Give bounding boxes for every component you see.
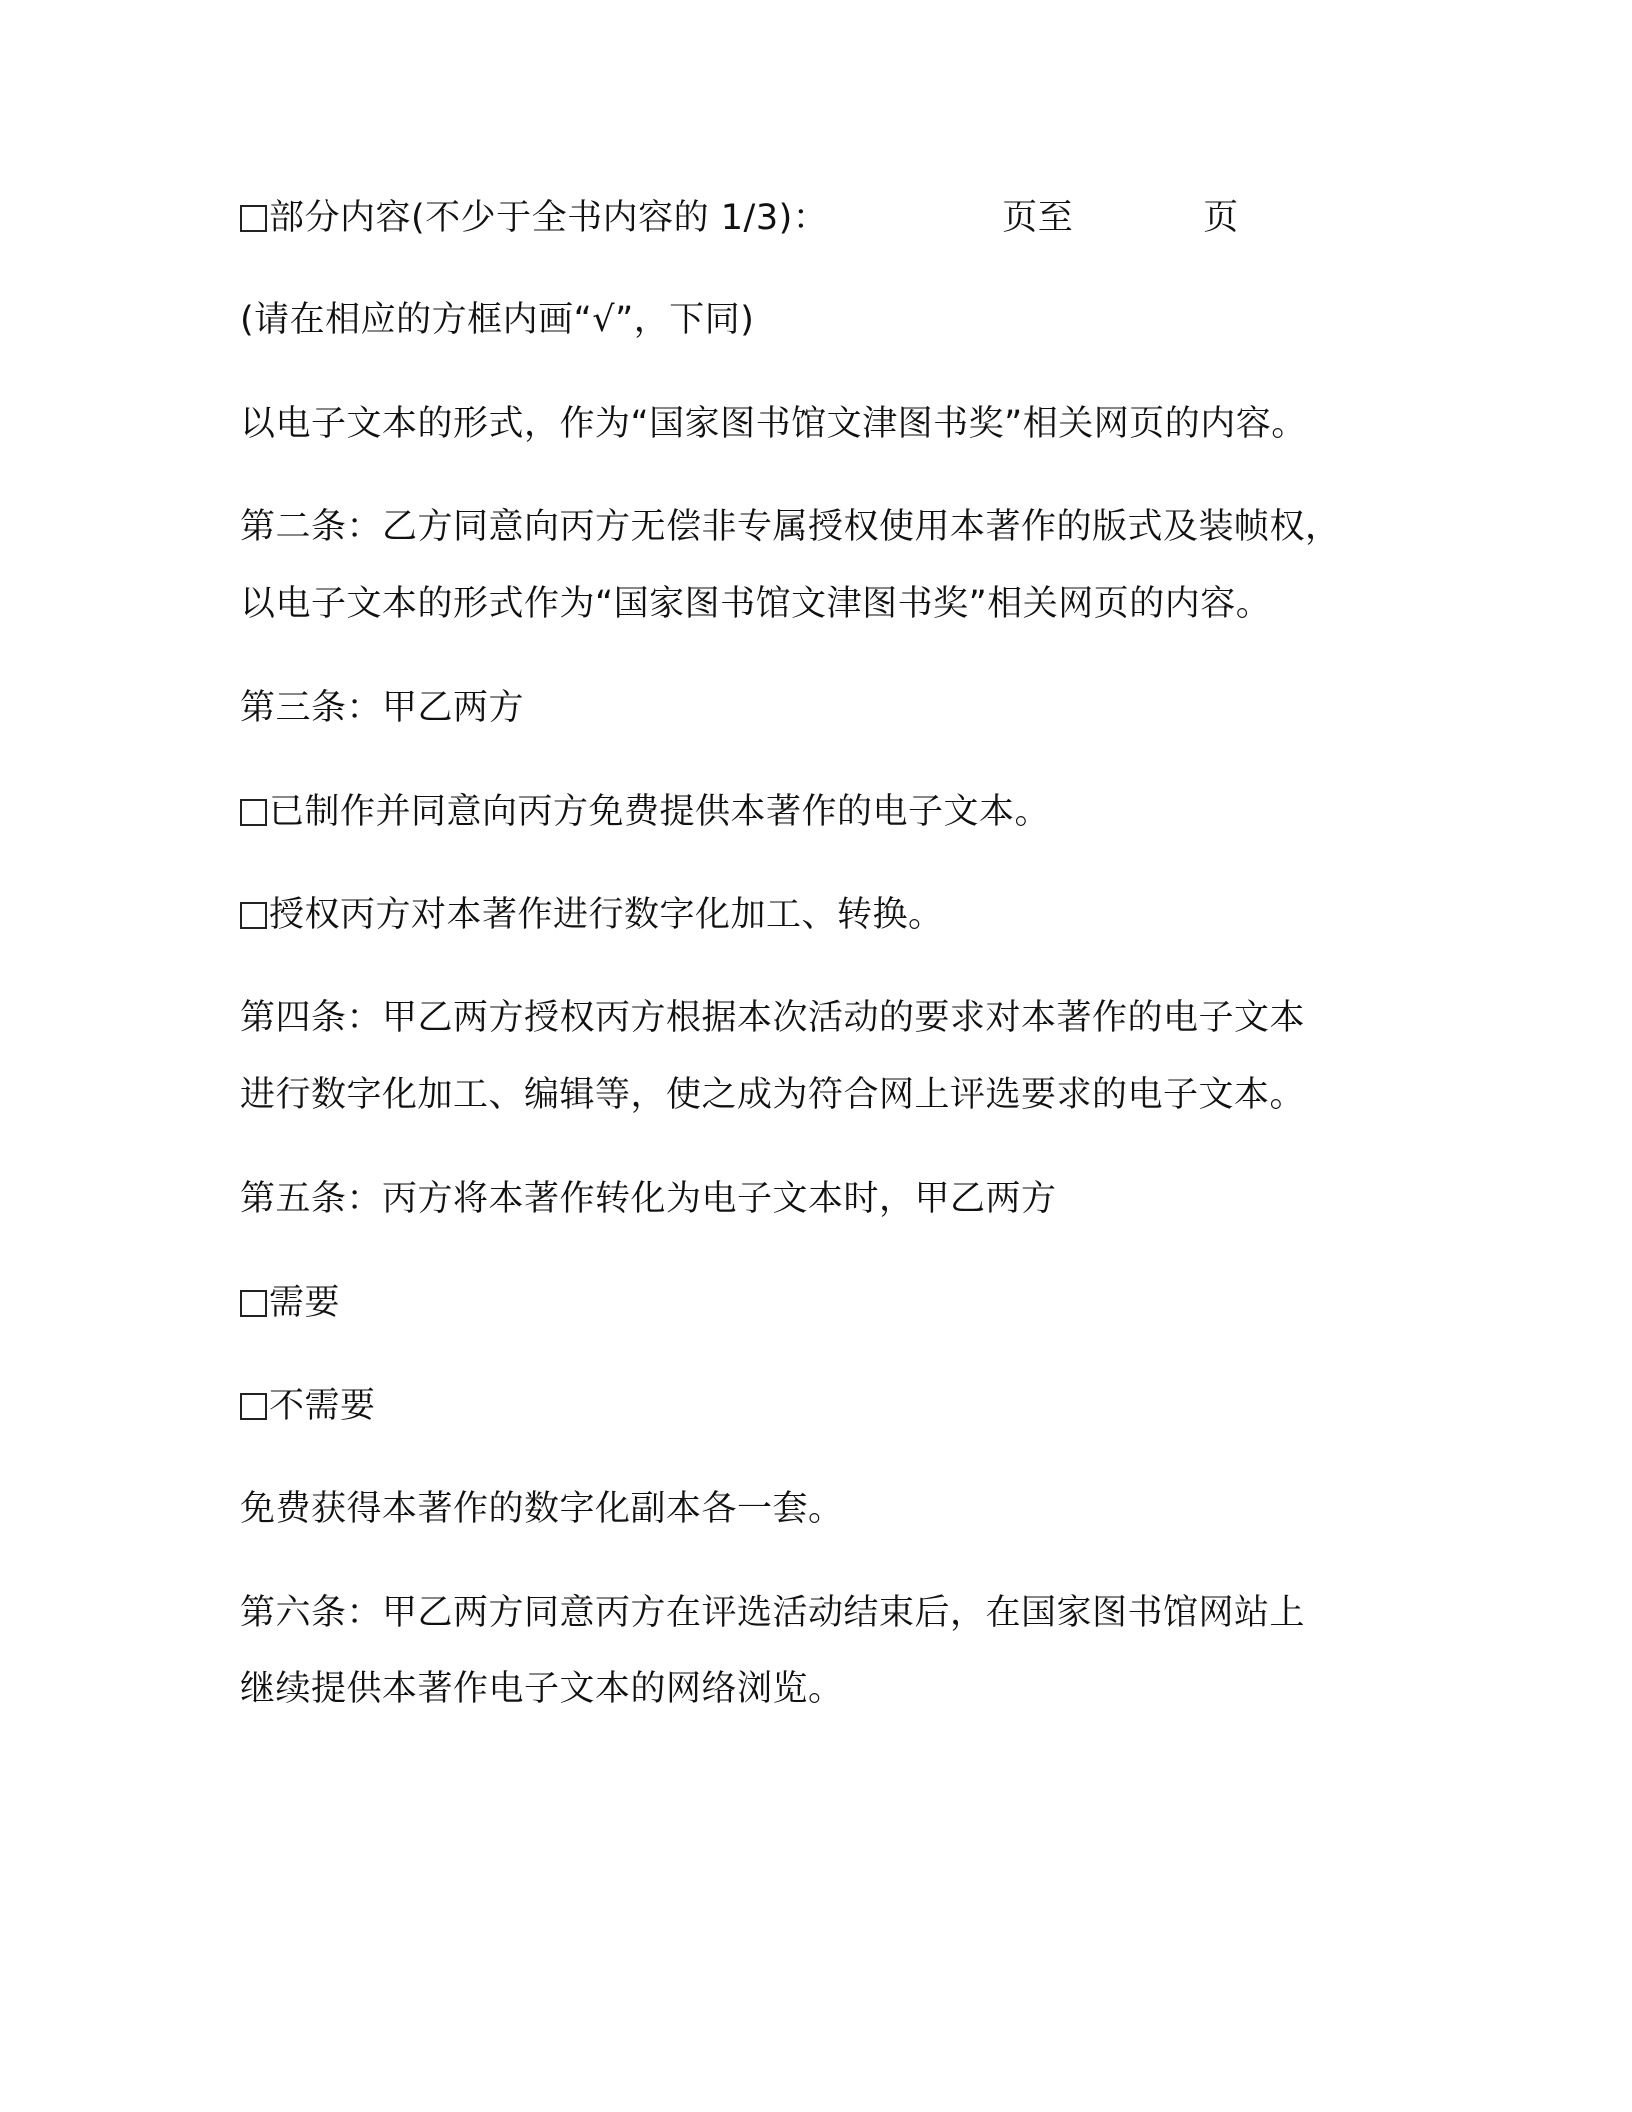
article-3-option-1 xyxy=(240,790,1050,834)
electronic-form-text: 以电子文本的形式，作为“国家图书馆文津图书奖”相关网页的内容。 xyxy=(240,404,1307,444)
check-instruction: (请在相应的方框内画“√”，下同) xyxy=(240,300,755,340)
article-5-need-checkbox[interactable] xyxy=(240,1290,267,1317)
partial-content-checkbox[interactable] xyxy=(240,205,267,232)
article-2-line-2: 以电子文本的形式作为“国家图书馆文津图书奖”相关网页的内容。 xyxy=(240,584,1272,624)
partial-content-row xyxy=(240,196,1239,240)
article-5-not-need-option xyxy=(240,1384,376,1428)
article-4-line-2: 进行数字化加工、编辑等，使之成为符合网上评选要求的电子文本。 xyxy=(240,1075,1306,1115)
article-3-option-1-label: 已制作并同意向丙方免费提供本著作的电子文本。 xyxy=(269,792,1051,832)
article-3-option-2-label: 授权丙方对本著作进行数字化加工、转换。 xyxy=(269,895,944,935)
article-5-not-need-checkbox[interactable] xyxy=(240,1393,267,1420)
article-5-need-option xyxy=(240,1281,340,1325)
article-6-line-1: 第六条：甲乙两方同意丙方在评选活动结束后，在国家图书馆网站上 xyxy=(240,1593,1306,1633)
page-from-label: 页至 xyxy=(1002,198,1074,238)
article-5-need-label: 需要 xyxy=(269,1283,341,1323)
page-to-label: 页 xyxy=(1203,198,1239,238)
article-3-option-1-checkbox[interactable] xyxy=(240,799,267,826)
article-4-line-1: 第四条：甲乙两方授权丙方根据本次活动的要求对本著作的电子文本 xyxy=(240,998,1306,1038)
article-3-option-2 xyxy=(240,893,944,937)
article-5-not-need-label: 不需要 xyxy=(269,1386,376,1426)
article-2-line-1: 第二条：乙方同意向丙方无偿非专属授权使用本著作的版式及装帧权， xyxy=(240,507,1341,547)
partial-content-label: 部分内容(不少于全书内容的 1/3)： xyxy=(269,198,829,238)
article-5-title: 第五条：丙方将本著作转化为电子文本时，甲乙两方 xyxy=(240,1179,1057,1219)
article-3-option-2-checkbox[interactable] xyxy=(240,902,267,929)
article-5-result: 免费获得本著作的数字化副本各一套。 xyxy=(240,1489,844,1529)
article-6-line-2: 继续提供本著作电子文本的网络浏览。 xyxy=(240,1669,844,1709)
article-3-title: 第三条：甲乙两方 xyxy=(240,688,525,728)
